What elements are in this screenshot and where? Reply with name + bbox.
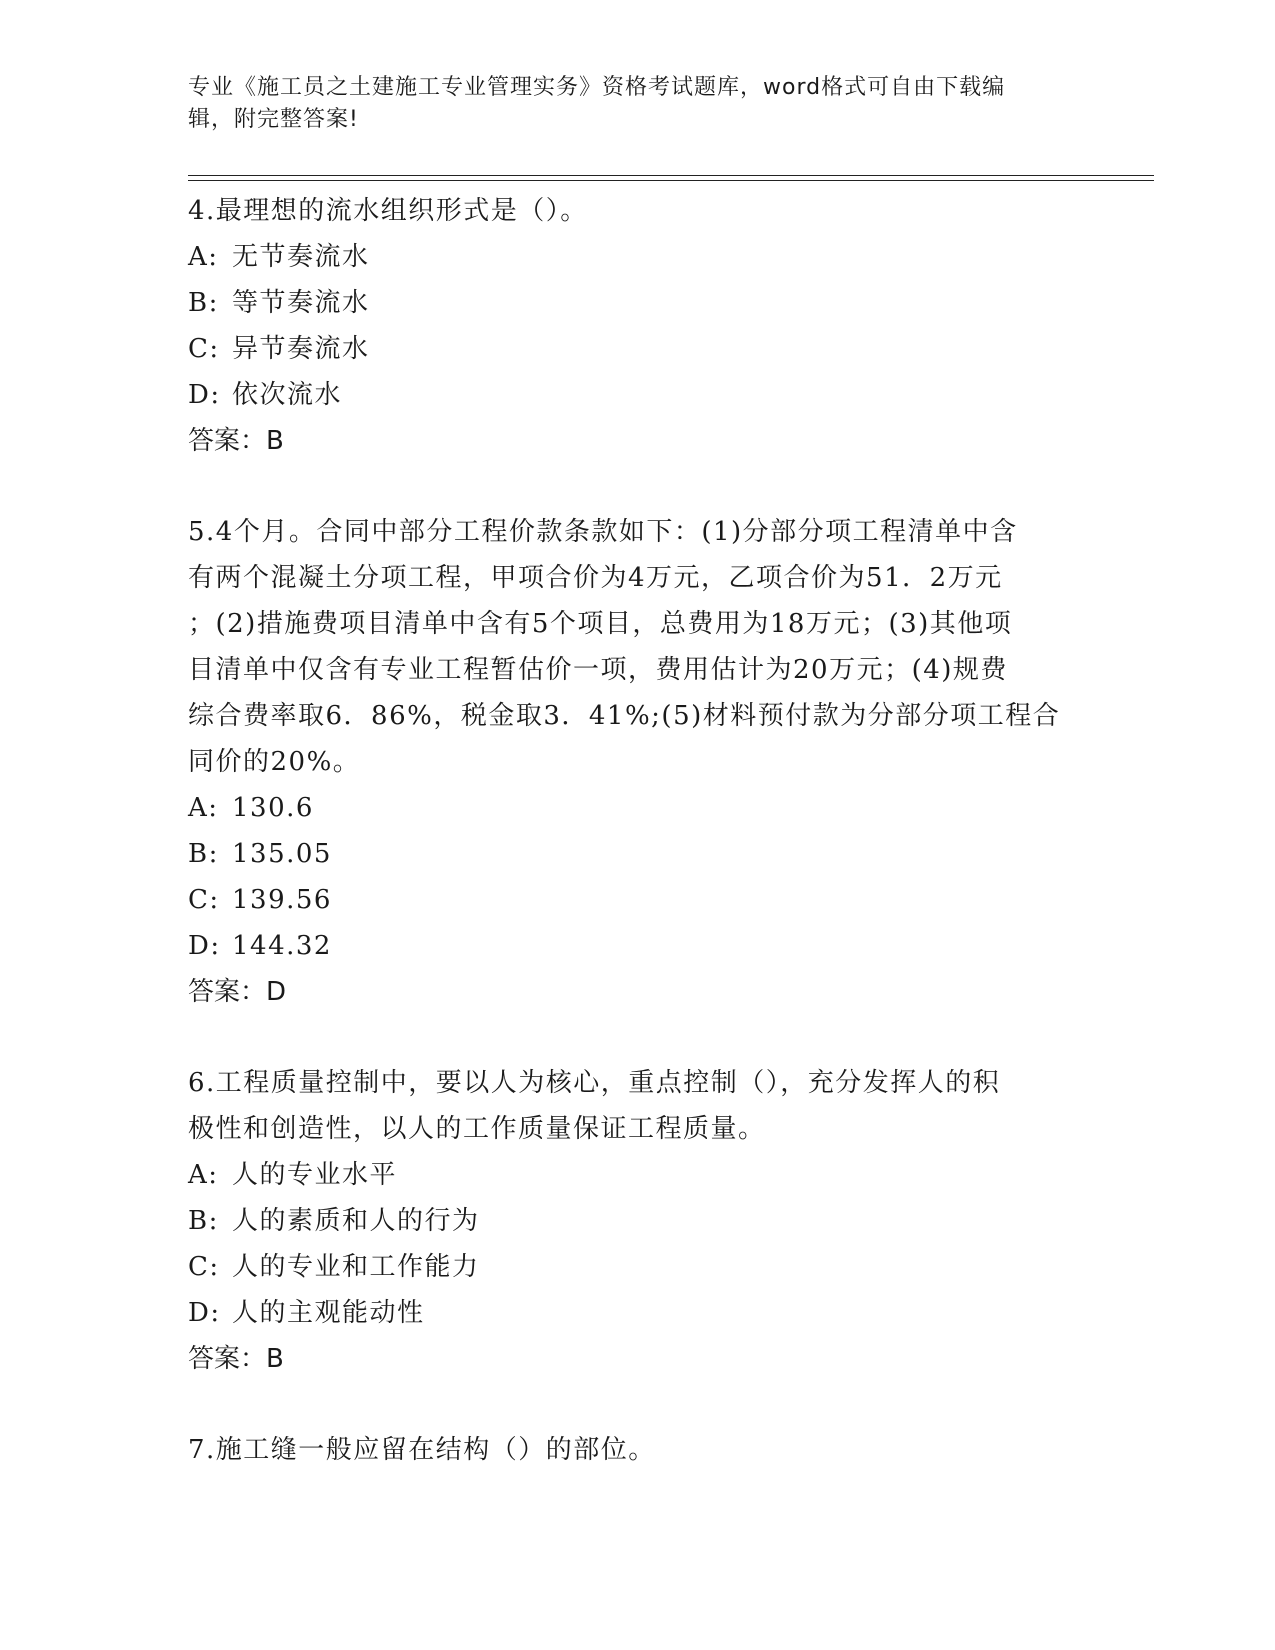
header-line-1: 专业《施工员之土建施工专业管理实务》资格考试题库，word格式可自由下载编: [188, 75, 1006, 100]
option-b: [188, 1198, 1088, 1244]
option-b: [188, 831, 1088, 877]
option-text: 异节奏流水: [232, 334, 370, 364]
option-label: A:: [188, 793, 219, 823]
option-text: 人的专业和工作能力: [232, 1252, 480, 1282]
option-text: 无节奏流水: [232, 242, 370, 272]
question-text-line: 综合费率取6．86%，税金取3．41%;(5)材料预付款为分部分项工程合: [188, 701, 1061, 731]
option-c: [188, 877, 1088, 923]
header-divider-bottom: [188, 180, 1154, 181]
option-text: 144.32: [232, 931, 332, 961]
document-header: [188, 72, 1068, 136]
option-text: 等节奏流水: [232, 288, 370, 318]
option-label: C:: [188, 1252, 220, 1282]
answer-text: 答案：B: [188, 1344, 284, 1374]
option-text: 人的主观能动性: [232, 1298, 425, 1328]
option-label: D:: [188, 931, 221, 961]
option-text: 人的素质和人的行为: [232, 1206, 480, 1236]
option-text: 人的专业水平: [232, 1160, 398, 1190]
question-text-line: 有两个混凝土分项工程，甲项合价为4万元，乙项合价为51．2万元: [188, 563, 1003, 593]
question-block: [188, 188, 1088, 464]
option-a: [188, 234, 1088, 280]
option-c: [188, 1244, 1088, 1290]
option-label: B:: [188, 288, 219, 318]
option-d: [188, 923, 1088, 969]
option-label: D:: [188, 380, 221, 410]
option-text: 139.56: [232, 885, 332, 915]
question-text: 4.最理想的流水组织形式是（）。: [188, 196, 588, 226]
question-list: [188, 188, 1088, 1473]
question-text-line: 极性和创造性，以人的工作质量保证工程质量。: [188, 1114, 766, 1144]
option-label: A:: [188, 242, 219, 272]
answer-text: 答案：D: [188, 977, 287, 1007]
option-text: 135.05: [232, 839, 332, 869]
question-text: 7.施工缝一般应留在结构（）的部位。: [188, 1435, 656, 1465]
question-block: [188, 1427, 1088, 1473]
option-label: B:: [188, 1206, 219, 1236]
option-label: A:: [188, 1160, 219, 1190]
header-line-2: 辑，附完整答案!: [188, 107, 359, 132]
question-text-line: 同价的20%。: [188, 747, 361, 777]
option-a: [188, 1152, 1088, 1198]
question-block: [188, 509, 1088, 1015]
question-text-line: 5.4个月。合同中部分工程价款条款如下：(1)分部分项工程清单中含: [188, 517, 1018, 547]
option-label: D:: [188, 1298, 221, 1328]
option-b: [188, 280, 1088, 326]
answer-text: 答案：B: [188, 426, 284, 456]
option-label: B:: [188, 839, 219, 869]
option-text: 130.6: [232, 793, 314, 823]
option-c: [188, 326, 1088, 372]
question-block: [188, 1060, 1088, 1382]
question-text-line: 6.工程质量控制中，要以人为核心，重点控制（），充分发挥人的积: [188, 1068, 1001, 1098]
option-label: C:: [188, 334, 220, 364]
option-text: 依次流水: [232, 380, 343, 410]
question-text-line: ；(2)措施费项目清单中含有5个项目，总费用为18万元；(3)其他项: [188, 609, 1013, 639]
option-d: [188, 1290, 1088, 1336]
option-a: [188, 785, 1088, 831]
option-label: C:: [188, 885, 220, 915]
question-text-line: 目清单中仅含有专业工程暂估价一项，费用估计为20万元；(4)规费: [188, 655, 1008, 685]
option-d: [188, 372, 1088, 418]
header-divider-top: [188, 175, 1154, 176]
